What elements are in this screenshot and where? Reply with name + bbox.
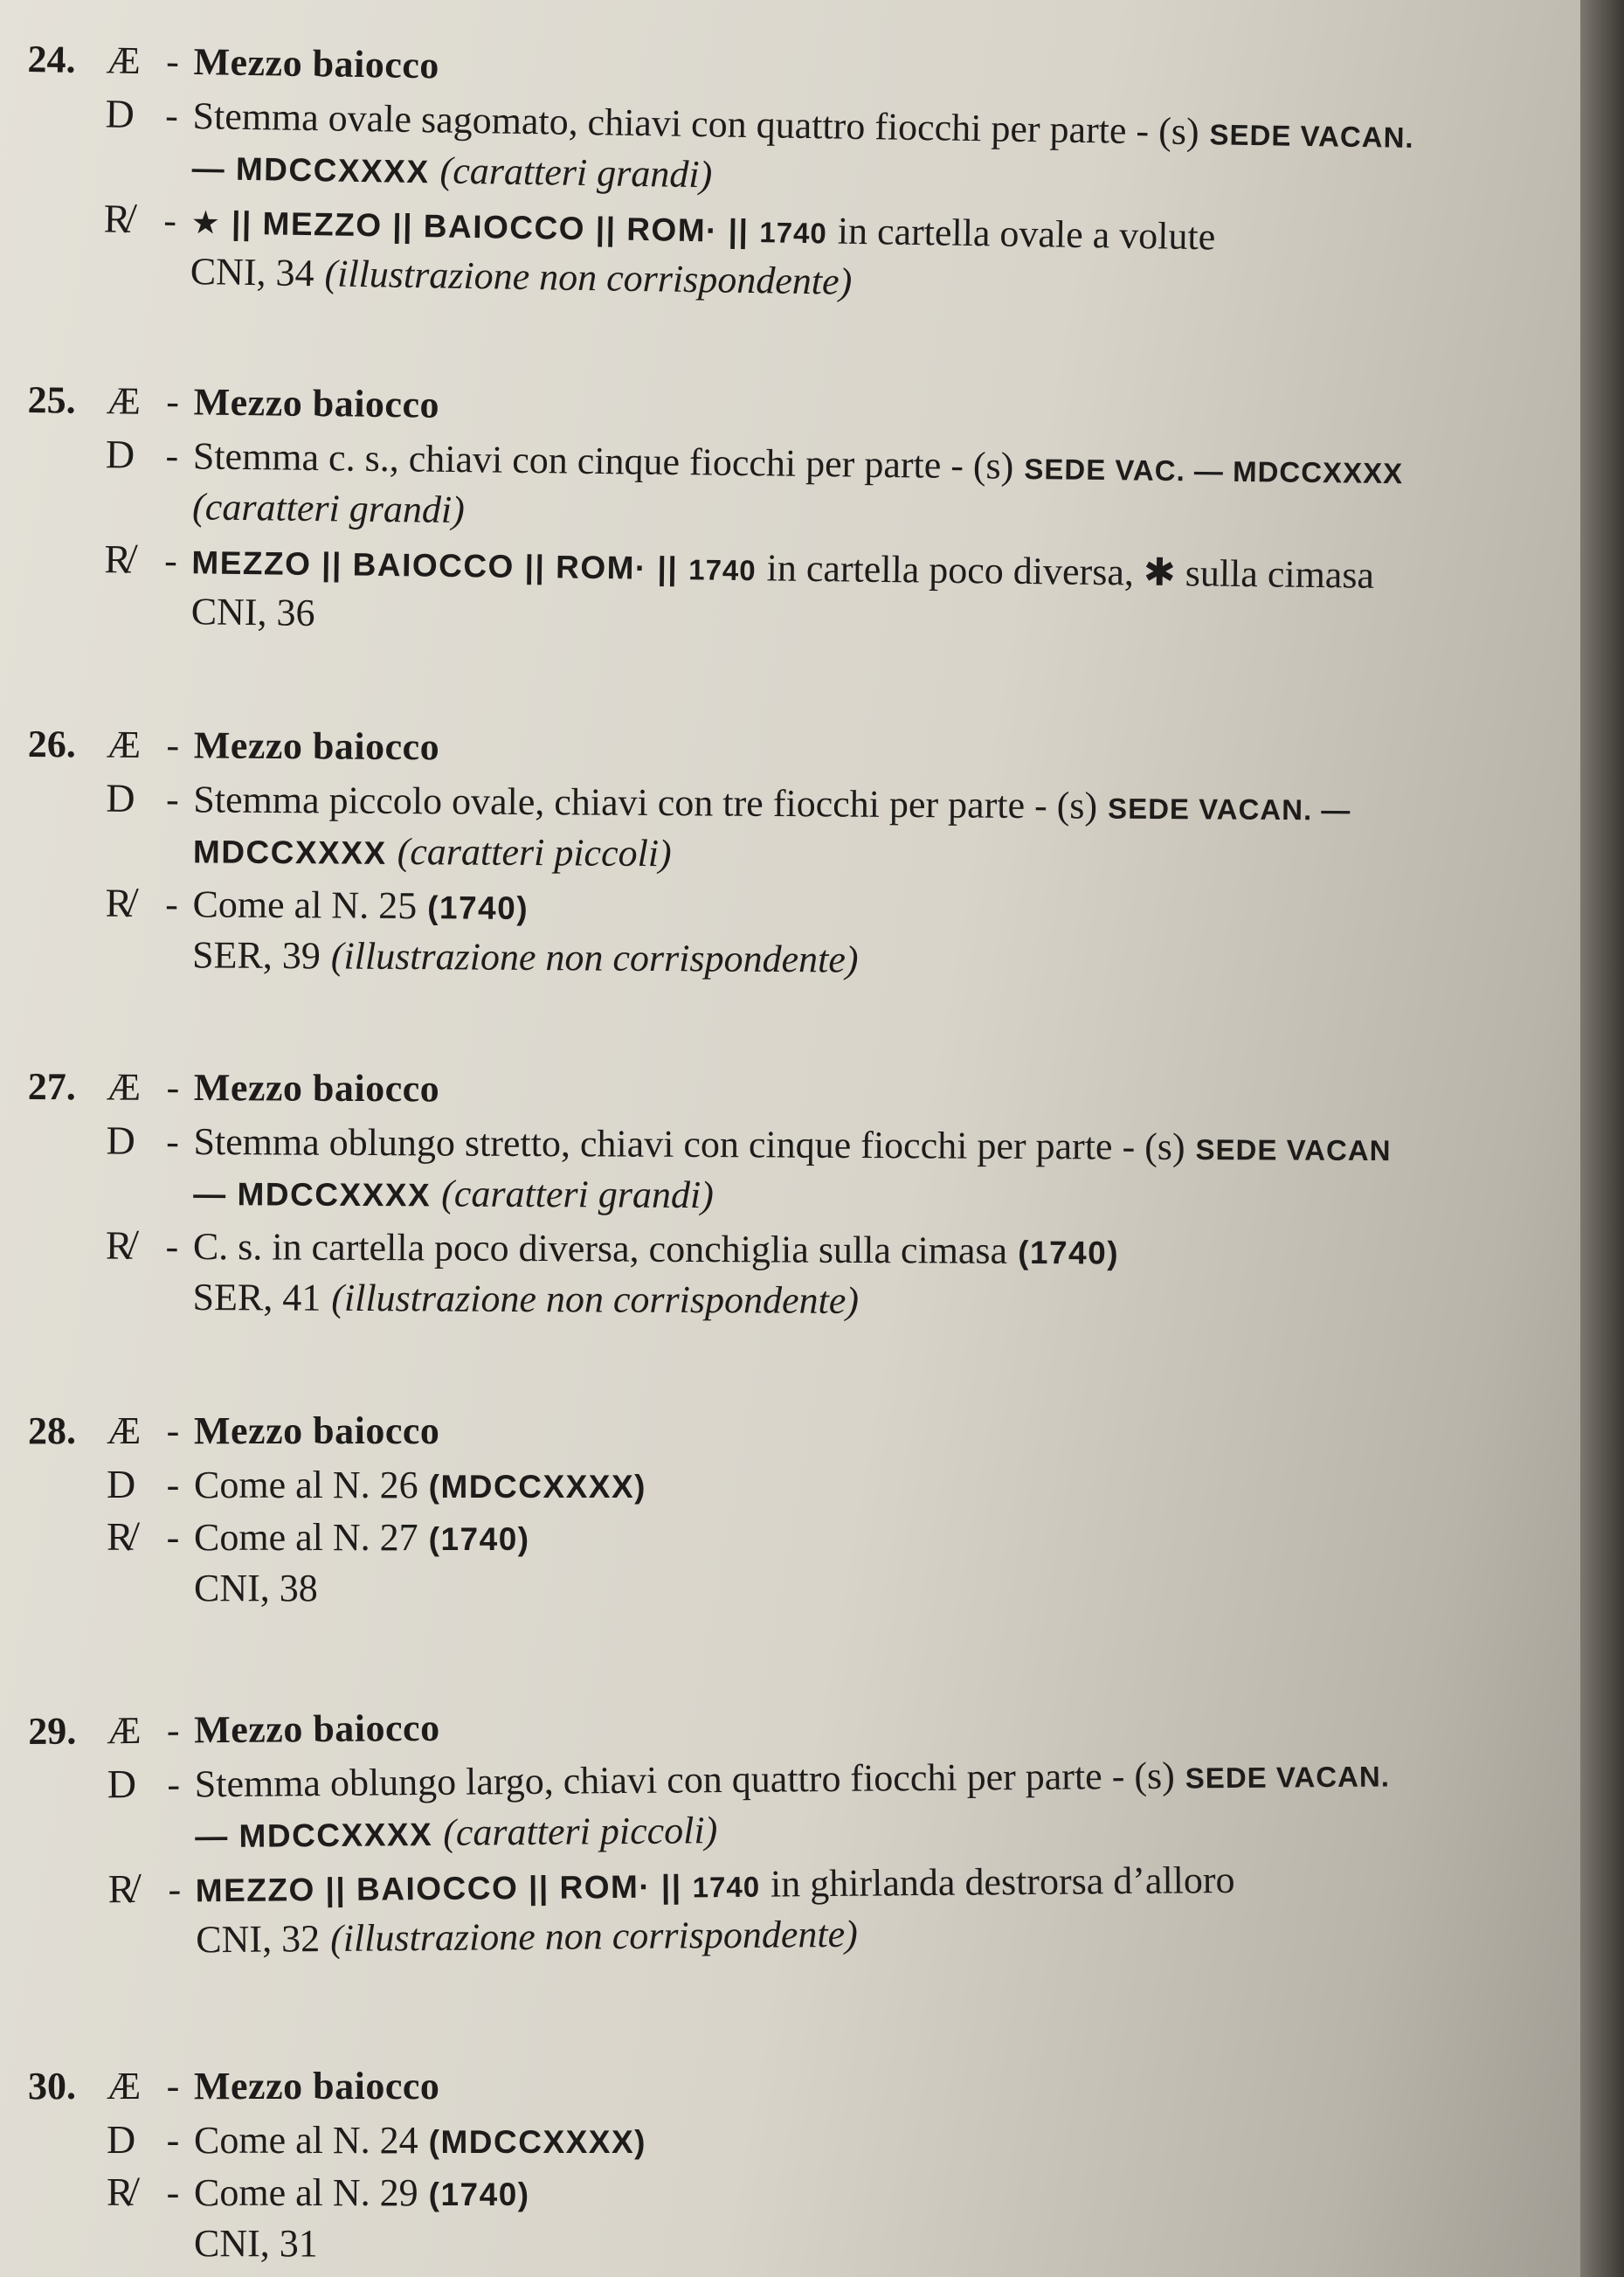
coin-denomination: Mezzo baiocco <box>194 1409 440 1452</box>
catalog-reference: CNI, 36 <box>190 590 315 635</box>
reverse-legend: MEZZO || BAIOCCO || ROM· || <box>195 1868 682 1909</box>
coin-denomination: Mezzo baiocco <box>194 2065 440 2107</box>
obverse-description: Stemma ovale sagomato, chiavi con quattro fiocchi per parte - (s) <box>192 93 1200 154</box>
catalog-reference: SER, 41 <box>192 1275 321 1319</box>
reverse-year: 1740 <box>688 553 757 587</box>
reference-line <box>196 1906 1567 1970</box>
reverse-mark: R̸ <box>103 196 131 241</box>
reverse-year: (1740) <box>428 1521 530 1557</box>
obverse-legend-date: (MDCCXXXX) <box>428 1469 646 1505</box>
reverse-line <box>28 2169 1565 2221</box>
obverse-description: Stemma oblungo stretto, chiavi con cinque fiocchi per parte - (s) <box>193 1119 1185 1168</box>
obverse-line-2 <box>193 827 1565 889</box>
obverse-description: Stemma c. s., chiavi con cinque fiocchi per parte - (s) <box>192 434 1014 488</box>
metal-symbol: Æ <box>106 38 142 83</box>
separator-dash: - <box>163 198 177 242</box>
reference-line <box>192 1275 1564 1334</box>
separator-dash: - <box>166 2171 180 2214</box>
separator-dash: - <box>165 882 179 926</box>
coin-denomination: Mezzo baiocco <box>193 39 440 87</box>
reverse-mark: R̸ <box>107 1514 134 1559</box>
separator-dash: - <box>165 39 180 83</box>
metal-symbol: Æ <box>107 1409 142 1452</box>
obverse-legend: SEDE VAC. — MDCCXXXX <box>1024 452 1404 490</box>
coin-denomination: Mezzo baiocco <box>193 723 440 769</box>
obverse-mark: D <box>106 1118 135 1163</box>
catalog-reference: CNI, 31 <box>194 2222 318 2265</box>
separator-dash: - <box>166 1119 179 1163</box>
reverse-line <box>28 1513 1565 1566</box>
entry-number: 24. <box>27 37 76 81</box>
catalog-reference: CNI, 34 <box>190 249 314 295</box>
obverse-description: Stemma piccolo ovale, chiavi con tre fiocchi per parte - (s) <box>193 778 1098 827</box>
metal-symbol: Æ <box>106 1065 142 1109</box>
separator-dash: - <box>167 1762 181 1806</box>
entry-number: 25. <box>27 377 76 422</box>
obverse-legend: SEDE VACAN. <box>1185 1760 1391 1795</box>
obverse-legend: SEDE VACAN. — <box>1108 792 1351 827</box>
entry-header <box>28 1408 1565 1461</box>
reverse-description: C. s. in cartella poco diversa, conchiglia sulla cimasa <box>192 1224 1008 1272</box>
separator-dash: - <box>166 379 180 424</box>
reference-line <box>194 2221 1565 2274</box>
obverse-legend-date: MDCCXXXX <box>192 834 387 871</box>
metal-symbol: Æ <box>107 1708 142 1753</box>
obverse-line <box>28 2116 1565 2169</box>
reference-note: (illustrazione non corrispondente) <box>324 252 853 303</box>
obverse-legend: SEDE VACAN. <box>1209 118 1414 154</box>
reverse-legend: MEZZO || BAIOCCO || ROM· || <box>191 544 679 587</box>
catalog-reference: SER, 39 <box>191 933 321 978</box>
metal-symbol: Æ <box>106 723 142 766</box>
coin-denomination: Mezzo baiocco <box>193 380 440 426</box>
reverse-mark: R̸ <box>107 2170 134 2214</box>
reverse-description: in ghirlanda destrorsa d’alloro <box>770 1858 1235 1906</box>
separator-dash: - <box>164 93 179 137</box>
page-shadow-edge <box>1580 0 1624 2277</box>
entry-number: 28. <box>28 1409 76 1452</box>
reference-line <box>192 932 1564 994</box>
coin-denomination: Mezzo baiocco <box>193 1065 440 1111</box>
separator-dash: - <box>166 1409 180 1452</box>
reverse-year: 1740 <box>692 1870 761 1904</box>
reverse-description: in cartella ovale a volute <box>837 209 1216 259</box>
separator-dash: - <box>165 433 179 478</box>
entry-header <box>28 2064 1565 2116</box>
metal-symbol: Æ <box>106 379 142 423</box>
reverse-description: Come al N. 25 <box>192 882 418 928</box>
reverse-mark: R̸ <box>105 1222 133 1268</box>
catalog-entry-25 <box>24 377 1565 658</box>
obverse-legend-date: — MDCCXXXX <box>195 1816 433 1855</box>
obverse-description: Come al N. 24 <box>194 2119 418 2162</box>
entry-number: 26. <box>27 723 76 766</box>
reverse-mark: R̸ <box>107 1865 135 1912</box>
catalog-entry-29 <box>28 1696 1568 1971</box>
metal-symbol: Æ <box>107 2065 142 2107</box>
separator-dash: - <box>166 1516 180 1559</box>
reverse-description: in cartella poco diversa, ✱ sulla cimasa <box>766 546 1375 597</box>
obverse-mark: D <box>107 1761 137 1807</box>
reverse-line <box>27 1222 1565 1282</box>
entry-number: 27. <box>27 1065 76 1109</box>
obverse-legend-date: — MDCCXXXX <box>193 1175 432 1214</box>
reverse-mark: R̸ <box>105 880 133 925</box>
separator-dash: - <box>165 778 179 821</box>
obverse-line <box>28 1461 1565 1513</box>
obverse-note: (caratteri piccoli) <box>443 1809 718 1854</box>
entry-number: 30. <box>28 2065 76 2107</box>
obverse-mark: D <box>105 432 135 477</box>
reference-note: (illustrazione non corrispondente) <box>331 1276 860 1322</box>
catalog-entry-26 <box>26 722 1565 994</box>
reference-line <box>194 1566 1565 1618</box>
obverse-description: Stemma oblungo largo, chiavi con quattro fiocchi per parte - (s) <box>194 1754 1176 1806</box>
obverse-note: (caratteri piccoli) <box>397 829 672 876</box>
catalog-reference: CNI, 32 <box>196 1917 321 1962</box>
reference-note: (illustrazione non corrispondente) <box>330 934 859 981</box>
obverse-note: (caratteri grandi) <box>191 485 466 532</box>
reverse-year: (1740) <box>428 2177 530 2212</box>
reverse-year: 1740 <box>759 216 828 250</box>
reverse-description: Come al N. 29 <box>194 2171 418 2214</box>
catalog-entry-30 <box>28 2064 1565 2274</box>
obverse-mark: D <box>105 91 135 136</box>
obverse-legend-date: — MDCCXXXX <box>191 149 430 190</box>
reverse-mark: R̸ <box>104 536 132 582</box>
entry-number: 29. <box>28 1709 77 1753</box>
separator-dash: - <box>163 538 178 583</box>
separator-dash: - <box>166 2065 180 2107</box>
catalog-entry-27 <box>26 1064 1565 1334</box>
separator-dash: - <box>166 723 180 767</box>
catalog-reference: CNI, 38 <box>194 1567 318 1609</box>
separator-dash: - <box>166 2119 180 2162</box>
obverse-note: (caratteri grandi) <box>439 149 713 197</box>
entry-header <box>28 1064 1565 1125</box>
obverse-line-1 <box>27 1117 1565 1177</box>
obverse-description: Come al N. 26 <box>194 1464 418 1506</box>
reverse-year: (1740) <box>427 889 529 927</box>
reference-note: (illustrazione non corrispondente) <box>329 1912 859 1960</box>
separator-dash: - <box>168 1867 182 1911</box>
obverse-legend-date: (MDCCXXXX) <box>428 2124 646 2160</box>
catalog-entry-28 <box>28 1408 1565 1618</box>
obverse-mark: D <box>107 2117 136 2162</box>
reverse-legend: ★ || MEZZO || BAIOCCO || ROM· || <box>190 204 750 249</box>
separator-dash: - <box>165 1224 179 1268</box>
obverse-mark: D <box>107 1462 136 1506</box>
obverse-line-2 <box>193 1170 1565 1229</box>
coin-denomination: Mezzo baiocco <box>194 1706 440 1752</box>
separator-dash: - <box>166 1464 180 1506</box>
separator-dash: - <box>166 1708 180 1752</box>
obverse-legend: SEDE VACAN <box>1195 1133 1392 1167</box>
obverse-mark: D <box>106 775 135 820</box>
separator-dash: - <box>166 1065 180 1109</box>
obverse-note: (caratteri grandi) <box>441 1172 714 1217</box>
reverse-description: Come al N. 27 <box>194 1516 418 1559</box>
reverse-year: (1740) <box>1018 1234 1120 1271</box>
catalog-entry-24 <box>24 37 1565 323</box>
